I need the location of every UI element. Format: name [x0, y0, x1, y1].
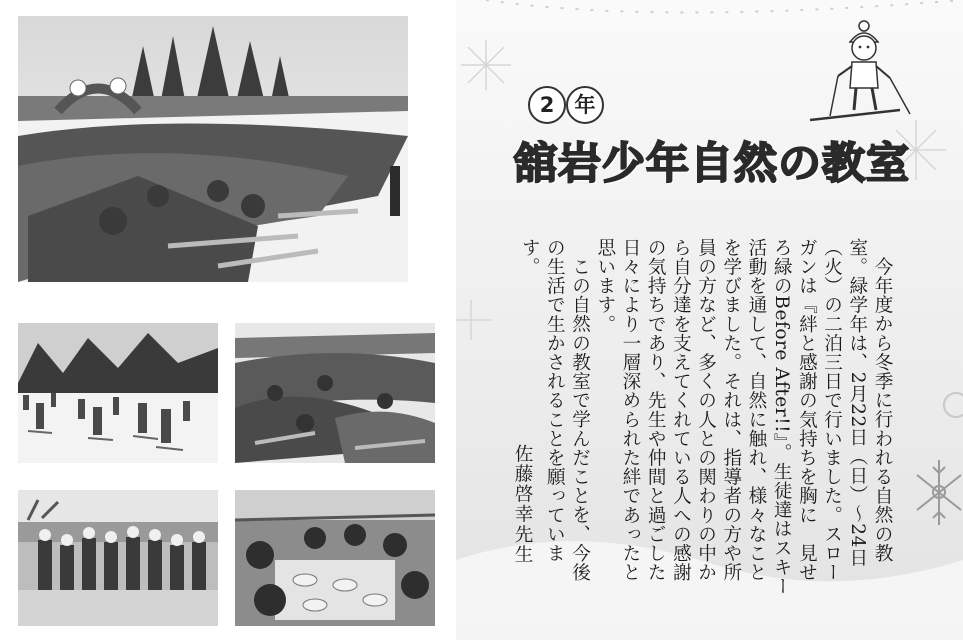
photo-dining-hall [235, 490, 435, 626]
snowflake-icon [915, 455, 963, 530]
article-title: 舘岩少年自然の教室 [514, 139, 910, 189]
grade-number-badge: 2 [528, 86, 566, 124]
article-paragraph: 今年度から冬季に行われる自然の教室。緑学年は、2月22日（日）～24日（火）の二泊三日で行いました。スローガンは『絆と感謝の気持ちを胸に 見せろ緑のBefore After!!』。生徒達はスキー活動を通して、自然に触れ、様々なことを学びました。それは、指導者の方や所員の方など、多くの人との関わりの中から自分達を支えてくれている人への感謝の気持ちであり、先生や仲間と過ごした日々により一層深められた絆であったと思います。 [594, 238, 893, 596]
article-body [517, 238, 895, 598]
grade-suffix-badge: 年 [566, 86, 604, 124]
skier-icon [800, 16, 920, 126]
article-author: 佐藤啓幸先生 [512, 444, 533, 565]
photo-group-sitting-snow [18, 16, 408, 282]
article-paragraph: この自然の教室で学んだことを、今後の生活で生かされることを願っています。 [519, 238, 591, 582]
photo-indoor-group [18, 490, 218, 626]
photo-ski-practice [18, 323, 218, 463]
photo-students-lying-snow [235, 323, 435, 463]
